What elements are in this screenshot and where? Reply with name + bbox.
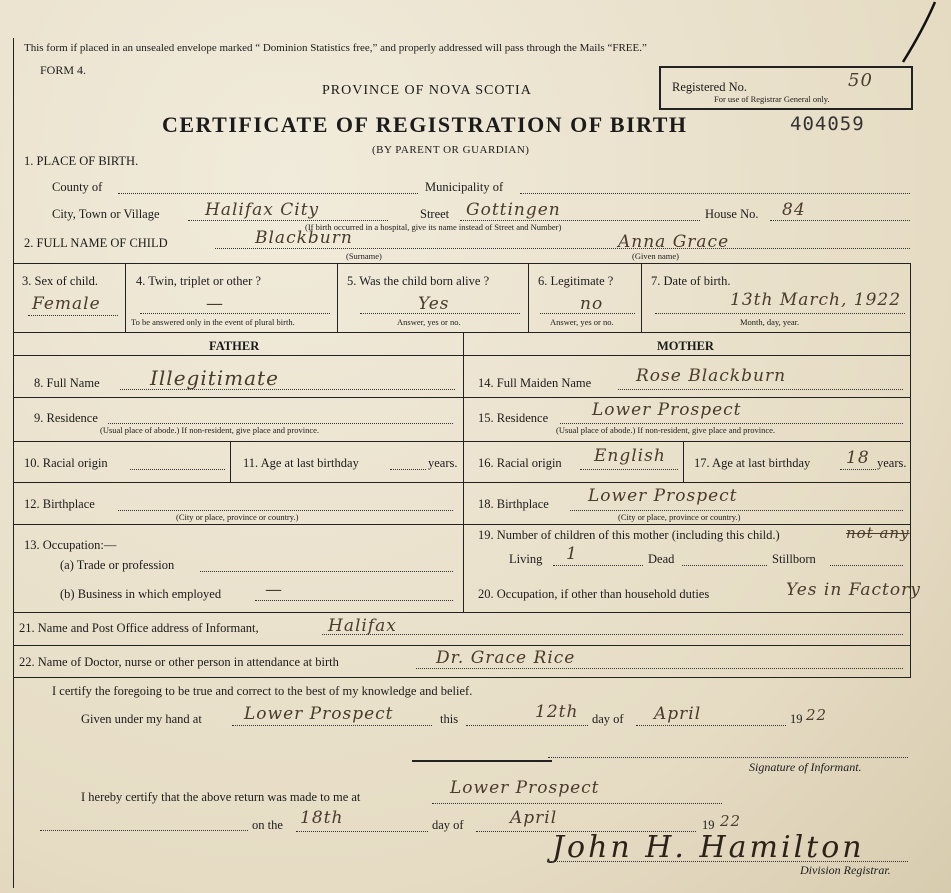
legitimate-note: Answer, yes or no.	[550, 317, 614, 327]
place-of-birth-label: 1. PLACE OF BIRTH.	[24, 154, 139, 168]
registrar-statement: I hereby certify that the above return was made to me at	[81, 790, 361, 804]
stillborn-label: Stillborn	[772, 552, 816, 566]
registrar-note: For use of Registrar General only.	[714, 94, 830, 104]
given-year-prefix: 19	[790, 712, 803, 726]
trade-label: (a) Trade or profession	[60, 558, 175, 572]
mother-residence-label: 15. Residence	[478, 411, 549, 425]
given-month-value: April	[654, 704, 702, 724]
legitimate-value: no	[580, 294, 604, 314]
mother-occupation-value: Yes in Factory	[786, 580, 921, 600]
right-border	[910, 263, 911, 678]
father-heading: FATHER	[209, 339, 260, 353]
registered-label: Registered No.	[672, 80, 747, 94]
twin-value: —	[206, 294, 224, 314]
father-name-label: 8. Full Name	[34, 376, 100, 390]
given-place-value: Lower Prospect	[244, 704, 394, 724]
mother-residence-note: (Usual place of abode.) If non-resident, give place and province.	[556, 425, 776, 435]
doctor-value: Dr. Grace Rice	[436, 648, 576, 668]
informant-value: Halifax	[328, 616, 397, 636]
child-surname: Blackburn	[255, 228, 353, 248]
street-value: Gottingen	[466, 200, 561, 220]
father-years: years.	[428, 456, 458, 470]
registrar-year-prefix: 19	[702, 818, 715, 832]
father-name-value: Illegitimate	[150, 366, 279, 390]
business-label: (b) Business in which employed	[60, 587, 222, 601]
mother-years: years.	[877, 456, 907, 470]
division-registrar-label: Division Registrar.	[800, 863, 891, 877]
city-label: City, Town or Village	[52, 207, 160, 221]
registrar-day-value: 18th	[300, 808, 344, 828]
on-the-label: on the	[252, 818, 283, 832]
dead-label: Dead	[648, 552, 675, 566]
twin-label: 4. Twin, triplet or other ?	[136, 274, 261, 288]
doctor-label: 22. Name of Doctor, nurse or other person in attendance at birth	[19, 655, 339, 669]
mail-notice: This form if placed in an unsealed envelope marked “ Dominion Statistics free,” and properly addressed will pass through the Mails “FREE.”	[24, 42, 647, 54]
page-subtitle: (BY PARENT OR GUARDIAN)	[372, 144, 530, 156]
mother-birthplace-value: Lower Prospect	[588, 486, 738, 506]
divider	[13, 263, 911, 264]
father-racial-label: 10. Racial origin	[24, 456, 108, 470]
sex-label: 3. Sex of child.	[22, 274, 99, 288]
children-value: not any	[846, 524, 910, 542]
mother-age-value: 18	[846, 448, 870, 468]
surname-note: (Surname)	[346, 251, 382, 261]
mother-birthplace-label: 18. Birthplace	[478, 497, 549, 511]
divider	[13, 677, 911, 678]
pen-stroke-mark	[895, 0, 945, 70]
father-residence-label: 9. Residence	[34, 411, 98, 425]
alive-label: 5. Was the child born alive ?	[347, 274, 490, 288]
date-of-birth-note: Month, day, year.	[740, 317, 800, 327]
given-day-of-label: day of	[592, 712, 624, 726]
mother-birthplace-note: (City or place, province or country.)	[618, 512, 741, 522]
registrar-place-value: Lower Prospect	[450, 778, 600, 798]
registrar-year-value: 22	[720, 812, 742, 830]
mother-maiden-value: Rose Blackburn	[636, 366, 787, 386]
given-note: (Given name)	[632, 251, 679, 261]
registrar-day-of-label: day of	[432, 818, 464, 832]
province-heading: PROVINCE OF NOVA SCOTIA	[322, 83, 532, 98]
child-given-name: Anna Grace	[618, 232, 730, 252]
father-occupation-label: 13. Occupation:—	[24, 538, 117, 552]
given-year-value: 22	[806, 706, 828, 724]
father-age-label: 11. Age at last birthday	[243, 456, 359, 470]
serial-number: 404059	[790, 113, 865, 135]
child-name-label: 2. FULL NAME OF CHILD	[24, 236, 168, 250]
mother-occupation-label: 20. Occupation, if other than household duties	[478, 587, 710, 601]
father-residence-note: (Usual place of abode.) If non-resident, give place and province.	[100, 425, 320, 435]
certify-statement: I certify the foregoing to be true and correct to the best of my knowledge and belief.	[52, 684, 473, 698]
municipality-label: Municipality of	[425, 180, 504, 194]
living-value: 1	[566, 544, 578, 564]
registrar-month-value: April	[510, 808, 558, 828]
living-label: Living	[509, 552, 543, 566]
form-number: FORM 4.	[40, 63, 87, 77]
city-value: Halifax City	[205, 200, 320, 220]
county-label: County of	[52, 180, 103, 194]
mother-maiden-label: 14. Full Maiden Name	[478, 376, 592, 390]
house-value: 84	[782, 200, 806, 220]
registrar-signature: John H. Hamilton	[552, 830, 865, 865]
alive-note: Answer, yes or no.	[397, 317, 461, 327]
left-border	[13, 38, 14, 888]
mother-heading: MOTHER	[657, 339, 714, 353]
parents-divider	[463, 332, 464, 612]
divider	[13, 612, 911, 613]
mother-residence-value: Lower Prospect	[592, 400, 742, 420]
twin-note: To be answered only in the event of plural birth.	[131, 317, 295, 327]
divider	[13, 332, 911, 333]
page-title: CERTIFICATE OF REGISTRATION OF BIRTH	[162, 112, 688, 137]
mother-age-label: 17. Age at last birthday	[694, 456, 811, 470]
hospital-note: (If birth occurred in a hospital, give its name instead of Street and Number)	[305, 222, 562, 232]
house-label: House No.	[705, 207, 759, 221]
given-under-label: Given under my hand at	[81, 712, 202, 726]
business-value: —	[265, 580, 283, 600]
legitimate-label: 6. Legitimate ?	[538, 274, 614, 288]
informant-signature-label: Signature of Informant.	[749, 760, 862, 774]
this-label: this	[440, 712, 459, 726]
mother-racial-value: English	[594, 446, 666, 466]
sex-value: Female	[32, 294, 101, 314]
alive-value: Yes	[418, 294, 450, 314]
children-label: 19. Number of children of this mother (including this child.)	[478, 528, 780, 542]
informant-label: 21. Name and Post Office address of Informant,	[19, 621, 259, 635]
father-birthplace-note: (City or place, province or country.)	[176, 512, 299, 522]
given-day-value: 12th	[535, 702, 579, 722]
date-of-birth-value: 13th March, 1922	[730, 290, 902, 310]
date-of-birth-label: 7. Date of birth.	[651, 274, 731, 288]
mother-racial-label: 16. Racial origin	[478, 456, 562, 470]
street-label: Street	[420, 207, 450, 221]
father-birthplace-label: 12. Birthplace	[24, 497, 95, 511]
registered-value: 50	[848, 70, 873, 91]
